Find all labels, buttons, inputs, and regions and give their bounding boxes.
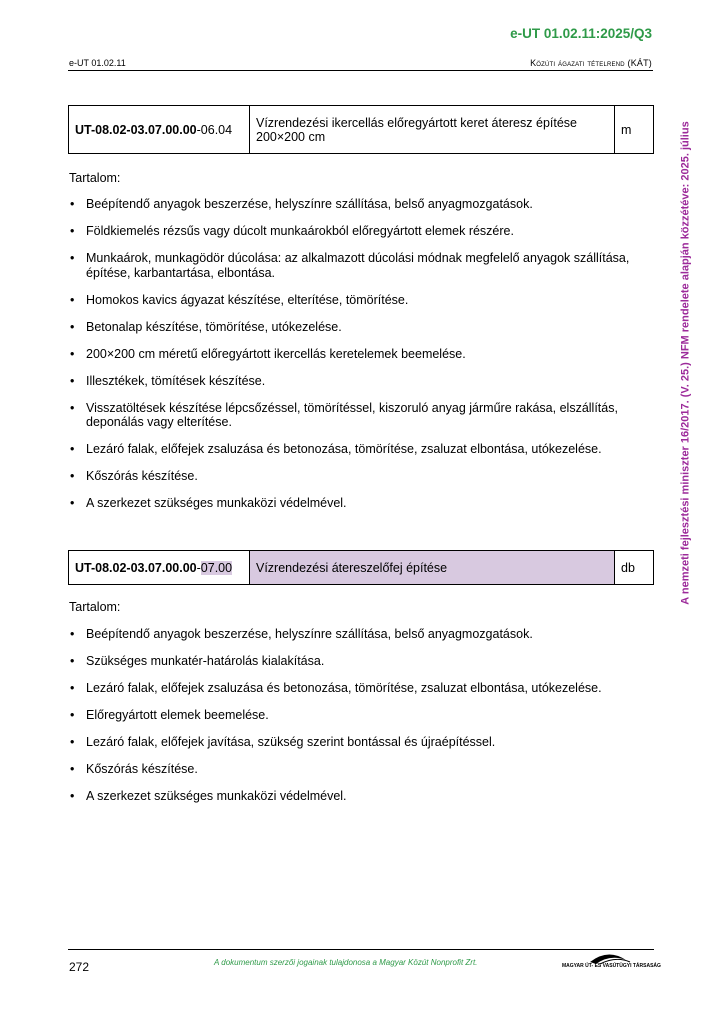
side-note-text: A nemzeti fejlesztési miniszter 16/2017. (V. 25.) NFM rendelete alapján közzétéve: 2025. július: [680, 121, 693, 605]
list-item: • Lezáró falak, előfejek javítása, szükség szerint bontással és újraépítéssel.: [69, 735, 654, 750]
copyright-notice: A dokumentum szerzői jogainak tulajdonosa a Magyar Közút Nonprofit Zrt.: [214, 958, 478, 967]
header-divider: [68, 70, 653, 71]
item-code-suffix-highlight: 07.00: [200, 560, 233, 575]
logo-text: MAGYAR ÚT- ÉS VASÚTÜGYI TÁRSASÁG: [562, 963, 661, 969]
item-title: Vízrendezési ikercellás előregyártott keret áteresz építése 200×200 cm: [250, 106, 615, 154]
page-number: 272: [69, 960, 90, 974]
list-item: • Illesztékek, tömítések készítése.: [69, 374, 654, 389]
item-code: [69, 106, 250, 154]
list-item: • Visszatöltések készítése lépcsőzéssel, tömörítéssel, kiszoruló anyag járműre rakása, elszállítás, deponálás vagy elterítése.: [69, 401, 654, 430]
list-item: • Beépítendő anyagok beszerzése, helyszínre szállítása, belső anyagmozgatások.: [69, 197, 654, 212]
list-item: • Kőszórás készítése.: [69, 762, 654, 777]
list-item: • Kőszórás készítése.: [69, 469, 654, 484]
item-table-1: [68, 105, 654, 154]
doc-code: e-UT 01.02.11:2025/Q3: [510, 26, 652, 41]
item-table-2: [68, 550, 654, 585]
item-code-main: UT-08.02-03.07.00.00: [75, 560, 197, 575]
list-item: • Betonalap készítése, tömörítése, utókezelése.: [69, 320, 654, 335]
list-item: • Szükséges munkatér-határolás kialakítása.: [69, 654, 654, 669]
list-item: • Lezáró falak, előfejek zsaluzása és betonozása, tömörítése, zsaluzat elbontása, utókezelése.: [69, 442, 654, 457]
list-item: • Beépítendő anyagok beszerzése, helyszínre szállítása, belső anyagmozgatások.: [69, 627, 654, 642]
list-item: • Homokos kavics ágyazat készítése, elterítése, tömörítése.: [69, 293, 654, 308]
list-item: • 200×200 cm méretű előregyártott ikercellás keretelemek beemelése.: [69, 347, 654, 362]
list-item: • Lezáró falak, előfejek zsaluzása és betonozása, tömörítése, zsaluzat elbontása, utókezelése.: [69, 681, 654, 696]
item-unit: m: [615, 106, 654, 154]
content-label: Tartalom:: [69, 171, 121, 185]
list-item: • Földkiemelés rézsűs vagy dúcolt munkaárokból előregyártott elemek részére.: [69, 224, 654, 239]
header-right: Közúti ágazati tételrend (KÁT): [530, 58, 652, 68]
list-item: • Előregyártott elemek beemelése.: [69, 708, 654, 723]
item-unit: db: [615, 551, 654, 585]
content-label: Tartalom:: [69, 600, 121, 614]
item-code-suffix: -06.04: [196, 122, 233, 137]
company-logo-icon: [560, 950, 660, 974]
list-item: • A szerkezet szükséges munkaközi védelmével.: [69, 789, 654, 804]
content-list-1: [69, 197, 654, 523]
side-note: [676, 98, 696, 628]
list-item: • Munkaárok, munkagödör dúcolása: az alkalmazott dúcolási módnak megfelelő anyagok szállítása, építése, karbantartása, elbontása.: [69, 251, 654, 280]
content-list-2: [69, 627, 654, 816]
item-code-main: UT-08.02-03.07.00.00: [75, 122, 197, 137]
item-code-dash: -: [196, 560, 201, 575]
item-code: [69, 551, 250, 585]
item-title: Vízrendezési átereszelőfej építése: [250, 551, 615, 585]
list-item: • A szerkezet szükséges munkaközi védelmével.: [69, 496, 654, 511]
header-left: e-UT 01.02.11: [69, 58, 126, 68]
